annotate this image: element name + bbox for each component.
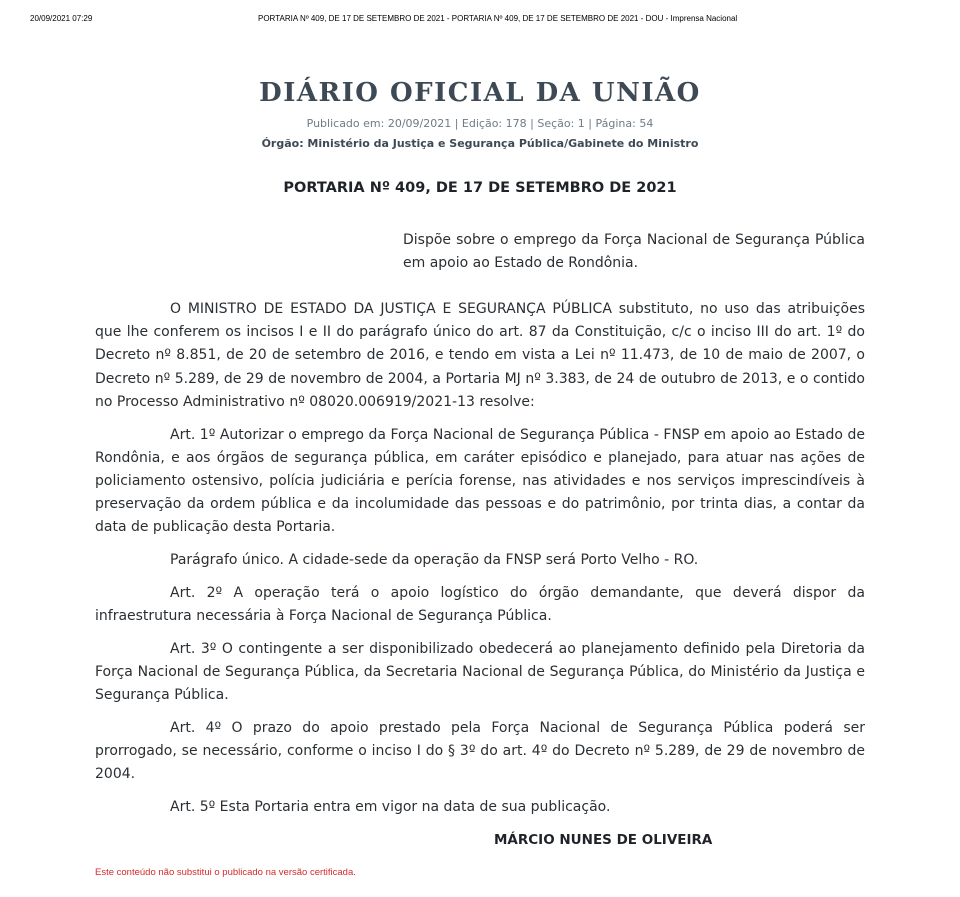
- preamble-paragraph: O MINISTRO DE ESTADO DA JUSTIÇA E SEGURANÇA PÚBLICA substituto, no uso das atribuições que lhe conferem os incisos I e II do parágrafo único do art. 87 da Constituição, c/c o inciso III do art. 1º do Decreto nº 8.851, de 20 de setembro de 2016, e tendo em vista a Lei nº 11.473, de 10 de maio de 2007, o Decreto nº 5.289, de 29 de novembro de 2004, a Portaria MJ nº 3.383, de 24 de outubro de 2013, e o contido no Processo Administrativo nº 08020.006919/2021-13 resolve:: [95, 301, 865, 410]
- article-3: Art. 3º O contingente a ser disponibilizado obedecerá ao planejamento definido pela Diretoria da Força Nacional de Segurança Pública, da Secretaria Nacional de Segurança Pública, do Ministério da Justiça e Segurança Pública.: [95, 640, 865, 704]
- ementa: Dispõe sobre o emprego da Força Nacional de Segurança Pública em apoio ao Estado de Rondônia.: [403, 232, 865, 271]
- article-5: Art. 5º Esta Portaria entra em vigor na data de sua publicação.: [170, 798, 611, 815]
- orgao-line: [0, 137, 960, 150]
- orgao-text: Órgão: Ministério da Justiça e Segurança Pública/Gabinete do Ministro: [261, 137, 699, 150]
- print-page-title: PORTARIA Nº 409, DE 17 DE SETEMBRO DE 2021 - PORTARIA Nº 409, DE 17 DE SETEMBRO DE 2021 - DOU - Imprensa Nacional: [258, 14, 738, 23]
- article-1-sole-paragraph: Parágrafo único. A cidade-sede da operação da FNSP será Porto Velho - RO.: [170, 552, 699, 569]
- print-date: 20/09/2021 07:29: [30, 14, 93, 23]
- publication-info: Publicado em: 20/09/2021 | Edição: 178 | Seção: 1 | Página: 54: [306, 117, 654, 130]
- article-4: Art. 4º O prazo do apoio prestado pela Força Nacional de Segurança Pública poderá ser prorrogado, se necessário, conforme o inciso I do § 3º do art. 4º do Decreto nº 5.289, de 29 de novembro de 2004.: [95, 719, 865, 783]
- signature-name: MÁRCIO NUNES DE OLIVEIRA: [494, 832, 713, 848]
- portaria-title: PORTARIA Nº 409, DE 17 DE SETEMBRO DE 2021: [283, 180, 677, 196]
- disclaimer-notice: Este conteúdo não substitui o publicado na versão certificada.: [95, 867, 356, 878]
- masthead-title: DIÁRIO OFICIAL DA UNIÃO: [259, 78, 701, 108]
- document-body: [95, 298, 865, 829]
- article-1: Art. 1º Autorizar o emprego da Força Nacional de Segurança Pública - FNSP em apoio ao Estado de Rondônia, e aos órgãos de segurança pública, em caráter episódico e planejado, para atuar nas ações de policiamento ostensivo, polícia judiciária e perícia forense, nas atividades e nos serviços imprescindíveis à preservação da ordem pública e da incolumidade das pessoas e do patrimônio, por trinta dias, a contar da data de publicação desta Portaria.: [95, 426, 865, 536]
- article-2: Art. 2º A operação terá o apoio logístico do órgão demandante, que deverá dispor da infraestrutura necessária à Força Nacional de Segurança Pública.: [95, 584, 865, 624]
